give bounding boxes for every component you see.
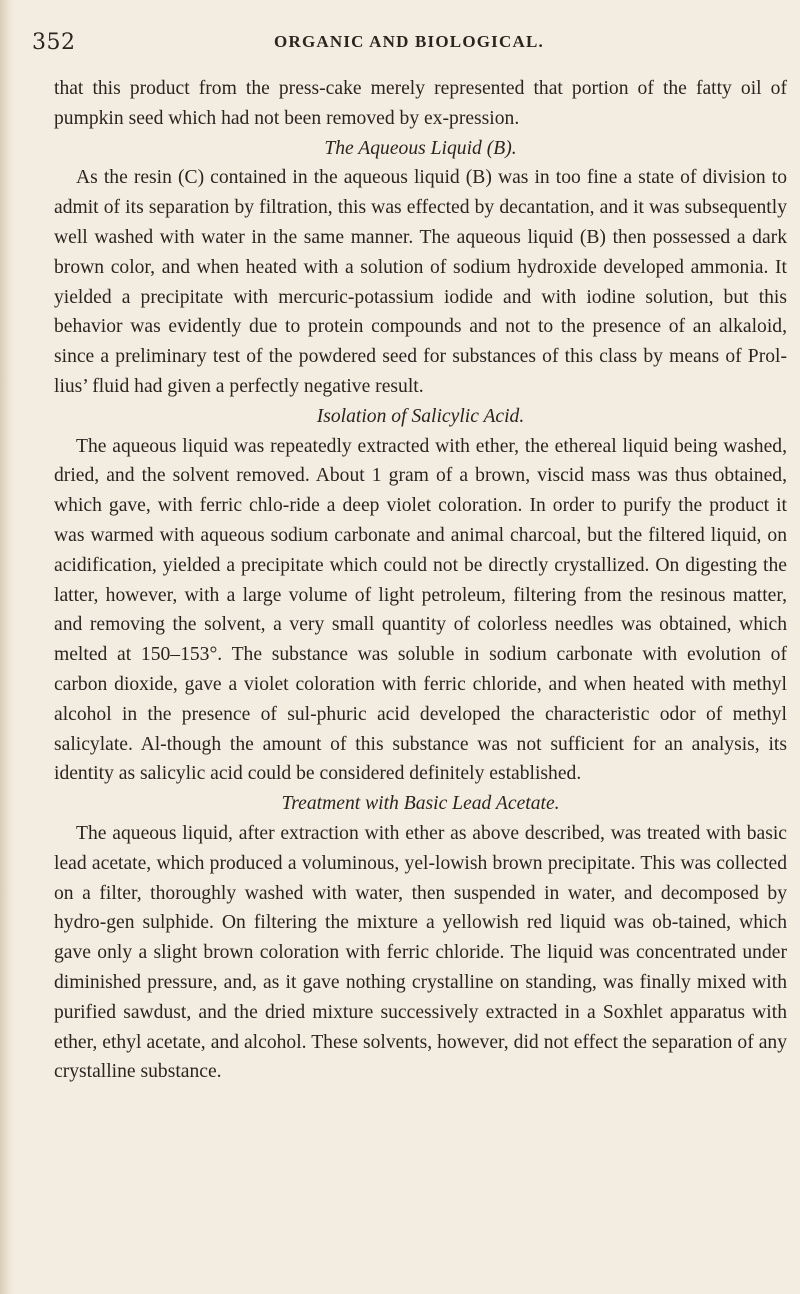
- page-header: [32, 30, 786, 74]
- running-head: ORGANIC AND BIOLOGICAL.: [274, 32, 544, 51]
- book-page: [32, 0, 786, 1087]
- page-number: 352: [32, 30, 76, 55]
- body-text: [54, 74, 787, 1087]
- page-gutter-shadow: [0, 0, 14, 1294]
- section-heading-lead-acetate: Treatment with Basic Lead Acetate.: [281, 793, 560, 815]
- paragraph-continuation: that this product from the press-cake merely represented that portion of the fatty oil of pumpkin seed which had not been removed by ex-pression.: [54, 78, 787, 129]
- paragraph-salicylic-acid: The aqueous liquid was repeatedly extracted with ether, the ethereal liquid being washed, dried, and the solvent removed. About 1 gram of a brown, viscid mass was thus obtained, which gave, with ferric chlo-ride a deep violet coloration. In order to purify the product it was warmed with aqueous sodium carbonate and animal charcoal, but the filtered liquid, on acidification, yielded a precipitate which could not be directly crystallized. On digesting the latter, however, with a large volume of light petroleum, filtering from the resinous matter, and removing the solvent, a very small quantity of colorless needles was obtained, which melted at 150–153°. The substance was soluble in sodium carbonate with evolution of carbon dioxide, gave a violet coloration with ferric chloride, and when heated with methyl alcohol in the presence of sul-phuric acid developed the characteristic odor of methyl salicylate. Al-though the amount of this substance was not sufficient for an analysis, its identity as salicylic acid could be considered definitely established.: [54, 435, 787, 785]
- paragraph-aqueous-liquid: As the resin (C) contained in the aqueous liquid (B) was in too fine a state of division to admit of its separation by filtration, this was effected by decantation, and it was subsequently well washed with water in the same manner. The aqueous liquid (B) then possessed a dark brown color, and when heated with a solution of sodium hydroxide developed ammonia. It yielded a precipitate with mercuric-potassium iodide and with iodine solution, but this behavior was evidently due to protein compounds and not to the presence of an alkaloid, since a preliminary test of the powdered seed for substances of this class by means of Prol-lius’ fluid had given a perfectly negative result.: [54, 167, 787, 397]
- paragraph-lead-acetate: The aqueous liquid, after extraction with ether as above described, was treated with basic lead acetate, which produced a voluminous, yel-lowish brown precipitate. This was collected on a filter, thoroughly washed with water, then suspended in water, and decomposed by hydro-gen sulphide. On filtering the mixture a yellowish red liquid was ob-tained, which gave only a slight brown coloration with ferric chloride. The liquid was concentrated under diminished pressure, and, as it gave nothing crystalline on standing, was finally mixed with purified sawdust, and the dried mixture successively extracted in a Soxhlet apparatus with ether, ethyl acetate, and alcohol. These solvents, however, did not effect the separation of any crystalline substance.: [54, 822, 787, 1083]
- section-heading-aqueous-liquid: The Aqueous Liquid (B).: [324, 137, 517, 159]
- section-heading-salicylic-acid: Isolation of Salicylic Acid.: [316, 405, 525, 427]
